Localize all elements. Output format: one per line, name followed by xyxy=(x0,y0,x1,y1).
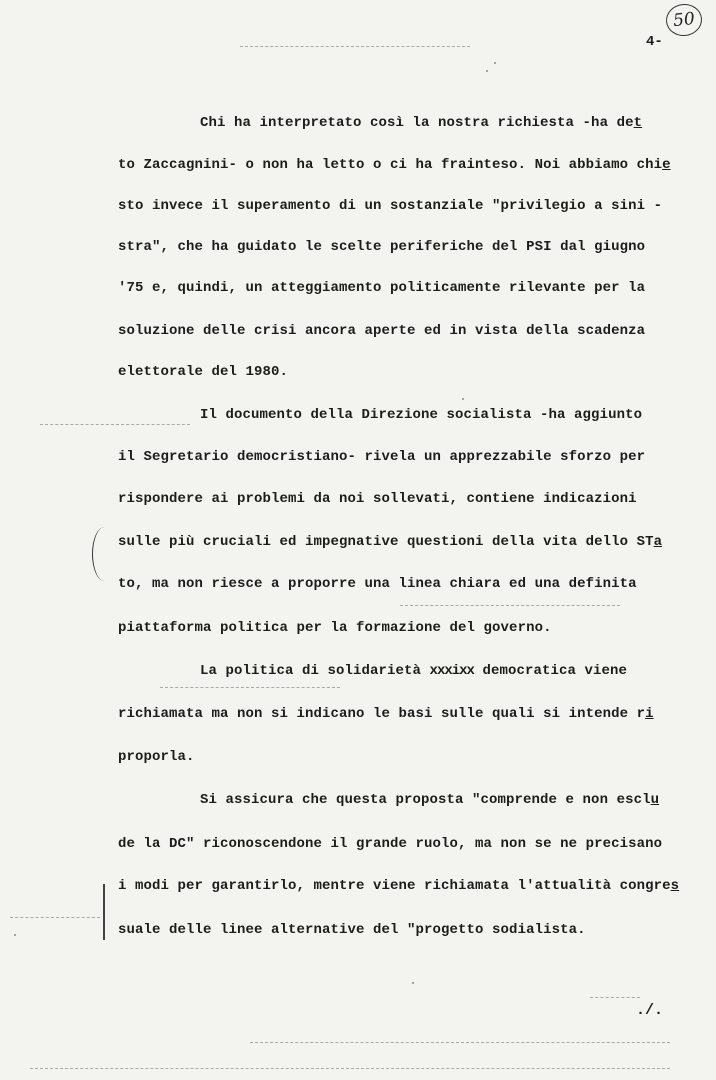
p1-line3: sto invece il superamento di un sostanziale "privilegio a sini - xyxy=(118,198,663,214)
p3-line3: proporla. xyxy=(118,749,195,765)
scan-dash-top xyxy=(240,46,470,47)
p2-line1: Il documento della Direzione socialista -ha aggiunto xyxy=(200,407,643,423)
p4-line3: i modi per garantirlo, mentre viene richiamata l'attualità congres xyxy=(118,878,680,894)
p1-line1: Chi ha interpretato così la nostra richiesta -ha det xyxy=(200,115,643,131)
scan-dash-bottom2 xyxy=(30,1068,670,1069)
p1-line5: '75 e, quindi, un atteggiamento politicamente rilevante per la xyxy=(118,280,646,296)
scan-dash-bottom1 xyxy=(250,1042,670,1043)
scan-dot xyxy=(462,398,464,400)
p3-line2: richiamata ma non si indicano le basi sulle quali si intende ri xyxy=(118,706,654,722)
page-stamp: 50 xyxy=(664,2,703,38)
margin-parenthesis-mark xyxy=(92,527,117,581)
p3-line1: La politica di solidarietà xxxixx democratica viene xyxy=(200,663,627,679)
scan-dash-mid xyxy=(400,605,620,606)
scan-dash-lower-left xyxy=(10,917,100,918)
p2-line6: piattaforma politica per la formazione del governo. xyxy=(118,620,552,636)
p4-line1: Si assicura che questa proposta "comprende e non esclu xyxy=(200,792,660,808)
p1-line4: stra", che ha guidato le scelte periferiche del PSI dal giugno xyxy=(118,239,646,255)
p2-line3: rispondere ai problemi da noi sollevati, contiene indicazioni xyxy=(118,491,637,507)
end-mark: ./. xyxy=(636,1002,664,1019)
scan-dot xyxy=(486,70,488,72)
scan-dash-left xyxy=(40,424,190,425)
scan-dot xyxy=(494,62,496,64)
scan-dash-para3 xyxy=(160,687,340,688)
scan-dot xyxy=(412,982,414,984)
scan-dash-end xyxy=(590,997,640,998)
margin-bar-mark xyxy=(103,884,105,940)
p4-line2: de la DC" riconoscendone il grande ruolo, ma non se ne precisano xyxy=(118,836,663,852)
p1-line7: elettorale del 1980. xyxy=(118,364,289,380)
p2-line2: il Segretario democristiano- rivela un apprezzabile sforzo per xyxy=(118,449,646,465)
p1-line6: soluzione delle crisi ancora aperte ed in vista della scadenza xyxy=(118,323,646,339)
scan-dot xyxy=(14,934,16,936)
p4-line4: suale delle linee alternative del "progetto sodialista. xyxy=(118,922,586,938)
p1-line2: to Zaccagnini- o non ha letto o ci ha frainteso. Noi abbiamo chie xyxy=(118,157,671,173)
page-number: 4- xyxy=(646,34,663,50)
p2-line5: to, ma non riesce a proporre una linea chiara ed una definita xyxy=(118,576,637,592)
p2-line4: sulle più cruciali ed impegnative questioni della vita dello STa xyxy=(118,534,663,550)
